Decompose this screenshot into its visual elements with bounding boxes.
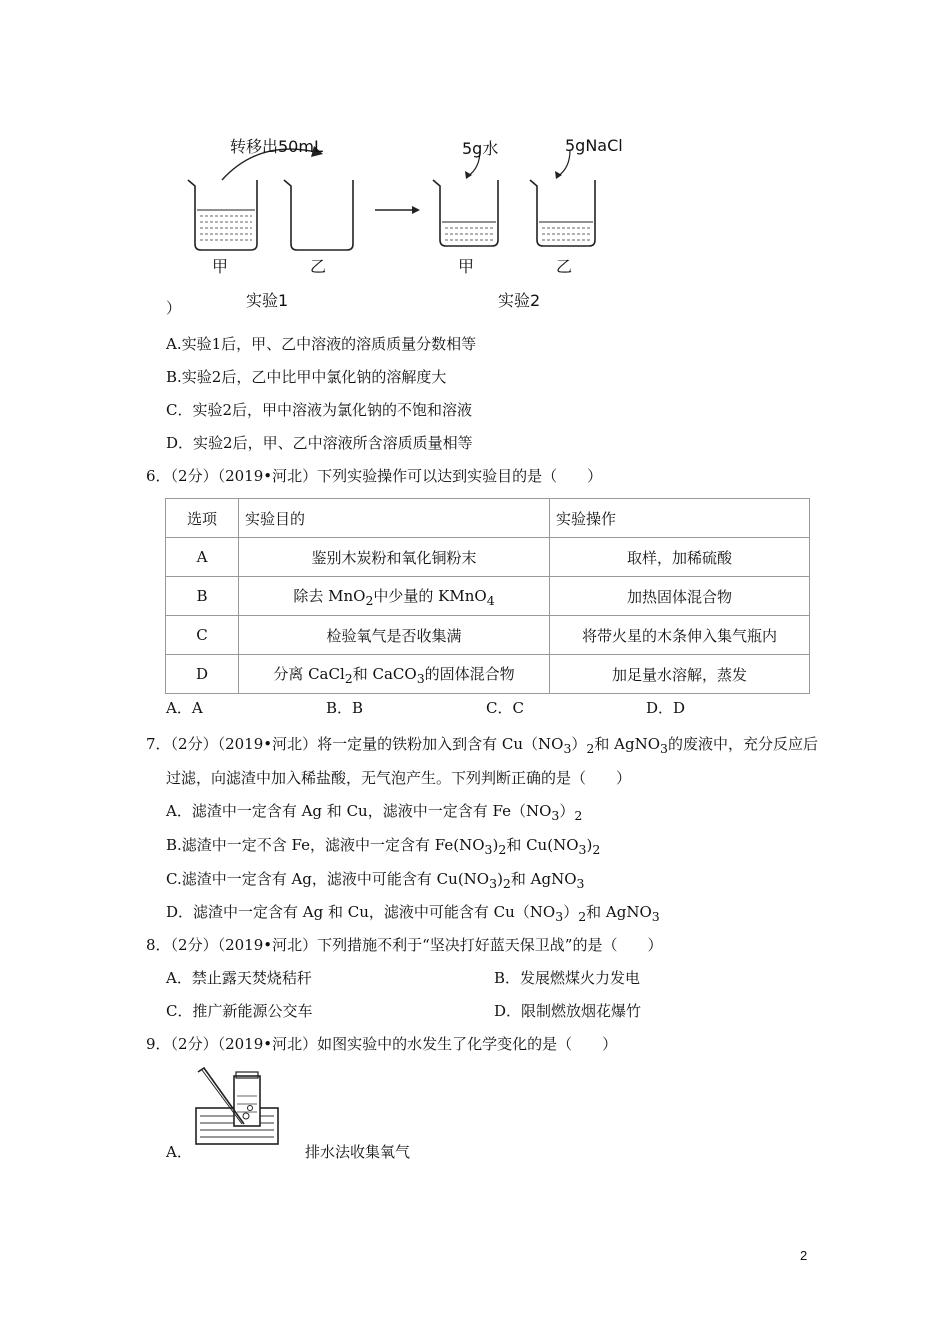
q6-answers	[166, 698, 806, 718]
row-goal: 分离 CaCl$_2$和 CaCO$_3$的固体混合物	[239, 655, 550, 694]
q6-answer-a: A．A	[166, 699, 203, 717]
q8-option-a: A．禁止露天焚烧秸秆	[166, 969, 312, 987]
q7-stem-line1: 7．（2分）（2019•河北）将一定量的铁粉加入到含有 $Cu(NO_3)_2$和 AgNO$_3$的废液中，充分反应后	[146, 735, 818, 756]
q8-option-b: B．发展燃煤火力发电	[494, 969, 641, 987]
header-operation: 实验操作	[550, 499, 810, 538]
q9-option-a-caption: 排水法收集氧气	[305, 1143, 411, 1161]
row-operation: 将带火星的木条伸入集气瓶内	[550, 616, 810, 655]
q7-option-b: B.滤渣中一定不含 Fe，滤液中一定含有 $Fe(NO_3)_2$和 $Cu(NO_3)_2$	[166, 836, 601, 857]
q5-option-c: C．实验2后，甲中溶液为氯化钠的不饱和溶液	[166, 401, 473, 419]
table-row	[166, 499, 810, 538]
row-option: B	[166, 577, 239, 616]
water-label: 5g水	[462, 139, 499, 158]
q5-paren-close: ）	[166, 299, 182, 317]
q6-answer-b: B．B	[326, 699, 364, 717]
q5-option-b: B.实验2后，乙中比甲中氯化钠的溶解度大	[166, 368, 447, 386]
q6-answer-c: C．C	[486, 699, 524, 717]
q7-option-d: D．滤渣中一定含有 Ag 和 Cu，滤液中可能含有 $Cu(NO_3)_2$和 AgNO$_3$	[166, 903, 660, 924]
header-goal: 实验目的	[239, 499, 550, 538]
row-option: D	[166, 655, 239, 694]
q8-option-c: C．推广新能源公交车	[166, 1002, 313, 1020]
beaker-label-jia-2: 甲	[458, 257, 475, 276]
q5-option-d: D．实验2后，甲、乙中溶液所含溶质质量相等	[166, 434, 473, 452]
row-goal: 鉴别木炭粉和氧化铜粉末	[239, 538, 550, 577]
table-row	[166, 655, 810, 694]
row-option: A	[166, 538, 239, 577]
beaker-label-jia-1: 甲	[212, 257, 229, 276]
beaker-jia-1	[188, 180, 257, 250]
page-number: 2	[800, 1248, 808, 1263]
row-goal: 除去 MnO$_2$中少量的 KMnO$_4$	[239, 577, 550, 616]
transfer-label: 转移出50mL	[230, 137, 323, 156]
beaker-jia-2	[433, 150, 498, 246]
q6-stem: 6．（2分）（2019•河北）下列实验操作可以达到实验目的是（ ）	[146, 467, 603, 485]
q6-answer-d: D．D	[646, 699, 686, 717]
table-row	[166, 538, 810, 577]
row-operation: 取样，加稀硫酸	[550, 538, 810, 577]
beaker-yi-2	[530, 150, 595, 246]
table-row	[166, 577, 810, 616]
q5-option-a: A.实验1后，甲、乙中溶液的溶质质量分数相等	[166, 335, 477, 353]
q9-option-a-letter: A．	[166, 1143, 192, 1161]
header-option: 选项	[166, 499, 239, 538]
q7-stem-line2: 过滤，向滤渣中加入稀盐酸，无气泡产生。下列判断正确的是（ ）	[166, 769, 632, 787]
q8-stem: 8．（2分）（2019•河北）下列措施不利于“坚决打好蓝天保卫战”的是（ ）	[146, 936, 663, 954]
q9-stem: 9．（2分）（2019•河北）如图实验中的水发生了化学变化的是（ ）	[146, 1035, 618, 1053]
row-goal: 检验氧气是否收集满	[239, 616, 550, 655]
experiment-2-caption: 实验2	[498, 291, 541, 310]
q7-option-c: C.滤渣中一定含有 Ag，滤液中可能含有 $Cu(NO_3)_2$和 AgNO$_3$	[166, 870, 585, 891]
experiment-1-caption: 实验1	[246, 291, 289, 310]
beaker-yi-1	[284, 180, 353, 250]
row-operation: 加足量水溶解，蒸发	[550, 655, 810, 694]
beaker-label-yi-2: 乙	[556, 257, 573, 276]
beaker-label-yi-1: 乙	[310, 257, 327, 276]
water-collection-figure	[190, 1066, 290, 1148]
table-row	[166, 616, 810, 655]
q6-table	[165, 498, 810, 694]
nacl-label: 5gNaCl	[565, 136, 623, 155]
q7-option-a: A．滤渣中一定含有 Ag 和 Cu，滤液中一定含有 $Fe(NO_3)_2$	[166, 802, 583, 823]
q8-option-d: D．限制燃放烟花爆竹	[494, 1002, 642, 1020]
row-operation: 加热固体混合物	[550, 577, 810, 616]
row-option: C	[166, 616, 239, 655]
